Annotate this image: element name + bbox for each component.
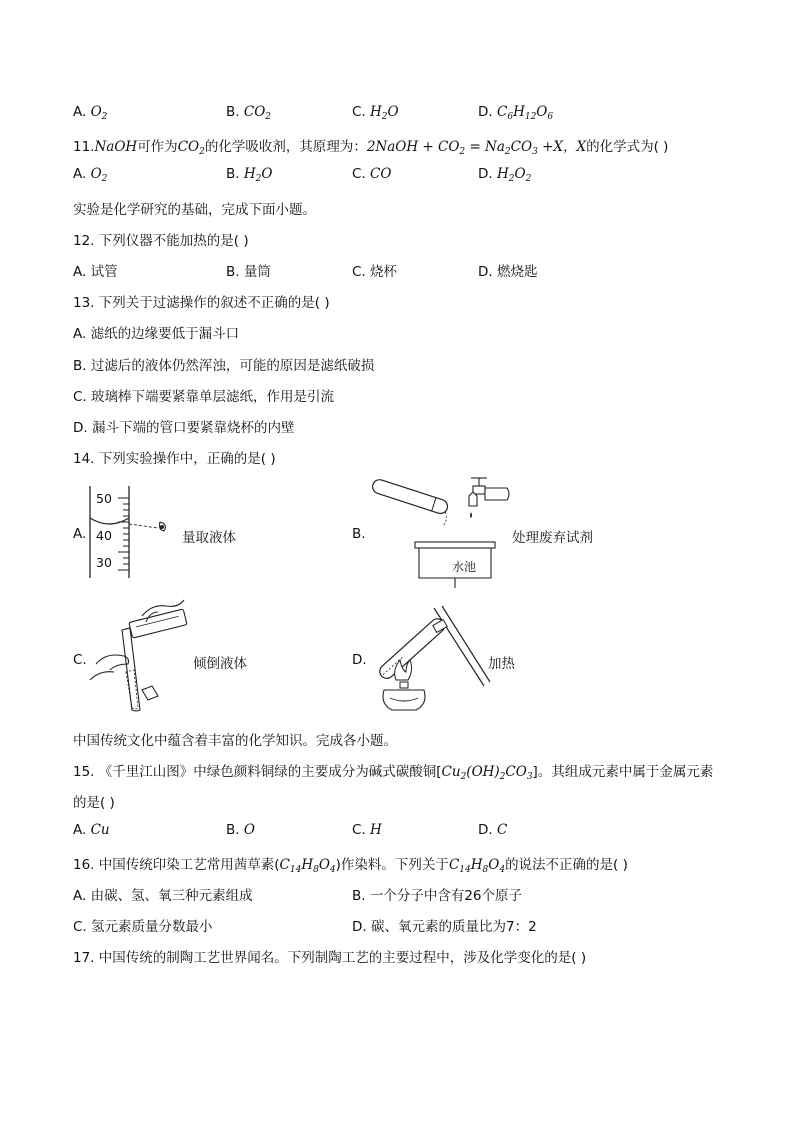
q14-b-sink-label: 水池: [452, 560, 477, 574]
q14-option-d-label: 加热: [488, 656, 515, 672]
q13-option-c: C. 玻璃棒下端要紧靠单层滤纸，作用是引流: [73, 389, 335, 405]
q14-option-d-letter: D.: [352, 652, 367, 668]
q14-figure-b-sink: [365, 474, 515, 590]
q12-stem: 12. 下列仪器不能加热的是( ): [73, 233, 249, 249]
q14-a-tick-30: 30: [96, 555, 112, 570]
q14-option-b-label: 处理废弃试剂: [512, 530, 593, 546]
q15-option-d: D. C: [478, 822, 508, 838]
q14-stem: 14. 下列实验操作中，正确的是( ): [73, 451, 276, 467]
q12-option-d: D. 燃烧匙: [478, 264, 538, 280]
q10-option-b: B. $CO_2$: [226, 104, 271, 122]
q11-stem: 11.NaOH可作为$CO_2$的化学吸收剂，其原理为：2NaOH + $CO_2 = Na_2CO_3 +X$，X的化学式为( ): [73, 139, 669, 157]
q10-option-d: D. $C_6H_{12}O_6$: [478, 104, 554, 122]
q15-option-c: C. H: [352, 822, 382, 838]
q16-option-c: C. 氢元素质量分数最小: [73, 919, 213, 935]
q12-option-a: A. 试管: [73, 264, 118, 280]
q14-figure-d-heating: [362, 600, 492, 716]
q14-a-tick-40: 40: [96, 528, 112, 543]
q14-figure-c-pouring: [86, 598, 196, 712]
q15-stem-line1: 15. 《千里江山图》中绿色颜料铜绿的主要成分为碱式碳酸铜$[Cu_2(OH)_2CO_3]$。其组成元素中属于金属元素: [73, 764, 714, 782]
q12-option-c: C. 烧杯: [352, 264, 398, 280]
q14-option-a-letter: A.: [73, 526, 87, 542]
q11-option-c: C. CO: [352, 166, 392, 182]
q15-option-b: B. O: [226, 822, 255, 838]
q12-option-b: B. 量筒: [226, 264, 271, 280]
q14-a-tick-50: 50: [96, 491, 112, 506]
q16-option-a: A. 由碳、氢、氧三种元素组成: [73, 888, 253, 904]
q15-option-a: A. Cu: [73, 822, 110, 838]
q10-option-c: C. $H_2O$: [352, 104, 399, 122]
q11-option-b: B. $H_2O$: [226, 166, 273, 184]
q13-option-a: A. 滤纸的边缘要低于漏斗口: [73, 326, 240, 342]
intro-experiment: 实验是化学研究的基础，完成下面小题。: [73, 202, 316, 218]
q17-stem: 17. 中国传统的制陶工艺世界闻名。下列制陶工艺的主要过程中，涉及化学变化的是( ): [73, 950, 587, 966]
q15-stem-line2: 的是( ): [73, 795, 115, 811]
q16-stem: 16. 中国传统印染工艺常用茜草素$(C_{14}H_8O_4)$作染料。下列关于$C_{14}H_8O_4$的说法不正确的是( ): [73, 857, 628, 875]
q13-option-d: D. 漏斗下端的管口要紧靠烧杯的内壁: [73, 420, 295, 436]
q11-option-d: D. $H_2O_2$: [478, 166, 532, 184]
q13-stem: 13. 下列关于过滤操作的叙述不正确的是( ): [73, 295, 330, 311]
q16-option-b: B. 一个分子中含有26个原子: [352, 888, 523, 904]
q13-option-b: B. 过滤后的液体仍然浑浊，可能的原因是滤纸破损: [73, 358, 375, 374]
q14-option-b-letter: B.: [352, 526, 366, 542]
q10-option-a: A. $O_2$: [73, 104, 108, 122]
q16-option-d: D. 碳、氧元素的质量比为7：2: [352, 919, 537, 935]
q11-option-a: A. $O_2$: [73, 166, 108, 184]
q14-option-c-label: 倾倒液体: [193, 656, 247, 672]
intro-culture: 中国传统文化中蕴含着丰富的化学知识。完成各小题。: [73, 733, 397, 749]
q14-option-a-label: 量取液体: [182, 530, 236, 546]
q14-option-c-letter: C.: [73, 652, 87, 668]
